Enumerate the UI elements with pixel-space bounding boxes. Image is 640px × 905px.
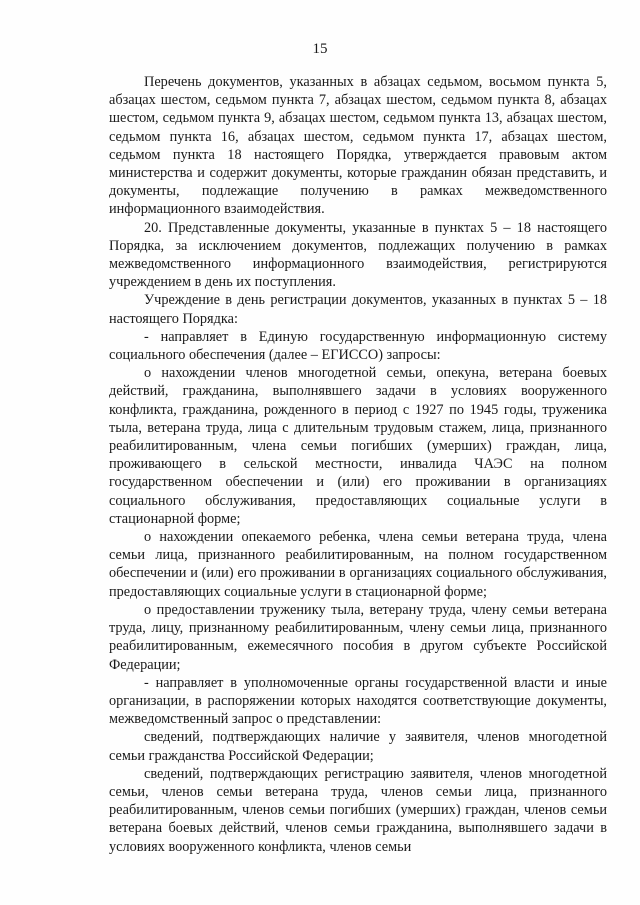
paragraph-egisso-query-3: о предоставлении труженику тыла, ветерану труда, члену семьи ветерана труда, лицу, признанному реабилитированным, члену семьи лица, признанного реабилитированным, ежемесячного пособия в другом субъекте Российской Федерации;: [109, 601, 607, 673]
paragraph-egisso-query-1: о нахождении членов многодетной семьи, опекуна, ветерана боевых действий, гражданина, выполнявшего задачи в условиях вооруженного конфликта, гражданина, рожденного в период с 1927 по 1945 годы, труженика тыла, ветерана труда, лица с длительным трудовым стажем, лица, признанного реабилитированным, члена семьи погибших (умерших) граждан, лица, проживающего в сельской местности, инвалида ЧАЭС на полном государственном обеспечении и (или) его проживании в организациях социального обслуживания, предоставляющих социальные услуги в стационарной форме;: [109, 365, 607, 527]
document-body: [109, 73, 607, 856]
paragraph-citizenship-info: сведений, подтверждающих наличие у заявителя, членов многодетной семьи гражданства Российской Федерации;: [109, 729, 607, 764]
paragraph-registration-info: сведений, подтверждающих регистрацию заявителя, членов многодетной семьи, членов семьи ветерана труда, членов семьи лица, признанного реабилитированным, членов семьи погибших (умерших) граждан, членов семьи ветерана боевых действий, членов семьи гражданина, выполнявшего задачи в условиях вооруженного конфликта, членов семьи: [109, 765, 607, 855]
page-number: 15: [312, 41, 328, 57]
paragraph-item-20: 20. Представленные документы, указанные в пунктах 5 – 18 настоящего Порядка, за исключением документов, подлежащих получению в рамках межведомственного информационного взаимодействия, регистрируются учреждением в день их поступления.: [109, 219, 607, 291]
paragraph-documents-list: Перечень документов, указанных в абзацах седьмом, восьмом пункта 5, абзацах шестом, седьмом пункта 7, абзацах шестом, седьмом пункта 8, абзацах шестом, седьмом пункта 9, абзацах шестом, седьмом пункта 13, абзацах шестом, седьмом пункта 16, абзацах шестом, седьмом пункта 17, абзацах шестом, седьмом пункта 18 настоящего Порядка, утверждается правовым актом министерства и содержит документы, которые гражданин обязан представить, и документы, подлежащие получению в рамках межведомственного информационного взаимодействия.: [109, 74, 607, 218]
paragraph-interagency-request: - направляет в уполномоченные органы государственной власти и иные организации, в распоряжении которых находятся соответствующие документы, межведомственный запрос о представлении:: [109, 674, 607, 728]
paragraph-egisso-query-2: о нахождении опекаемого ребенка, члена семьи ветерана труда, члена семьи лица, признанного реабилитированным, на полном государственном обеспечении и (или) его проживании в организациях социального обслуживания, предоставляющих социальные услуги в стационарной форме;: [109, 529, 607, 600]
paragraph-egisso-request: - направляет в Единую государственную информационную систему социального обеспечения (далее – ЕГИССО) запросы:: [109, 328, 607, 364]
paragraph-registration-day: Учреждение в день регистрации документов, указанных в пунктах 5 – 18 настоящего Порядка:: [109, 292, 607, 327]
